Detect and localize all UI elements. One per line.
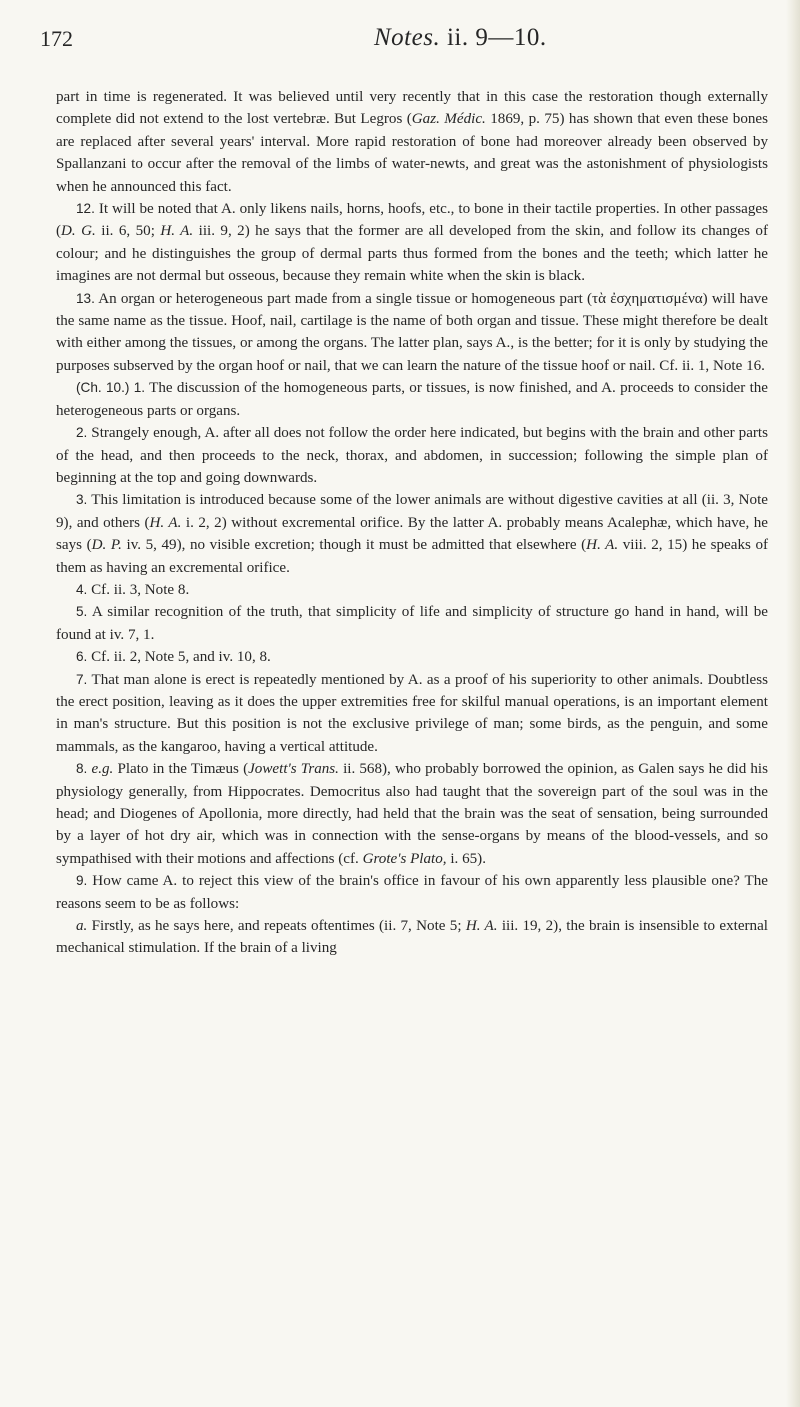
note-paragraph [56, 198, 768, 288]
page-edge-shadow [786, 0, 800, 1407]
page-header [40, 24, 780, 60]
running-head-reference: ii. 9—10. [440, 24, 547, 51]
note-paragraph [56, 870, 768, 915]
note-text: Plato in the Timæus ( [113, 761, 249, 778]
note-text: Cf. ii. 2, Note 5, and iv. 10, 8. [87, 649, 271, 666]
citation: H. A. [149, 514, 182, 531]
citation: e.g. [91, 761, 114, 778]
note-paragraph [56, 669, 768, 759]
note-text: How came A. to reject this view of the brain's office in favour of his own apparently less plausible one? The reasons seem to be as follows: [56, 873, 768, 912]
citation: Gaz. Médic. [411, 111, 486, 128]
note-text: iii. 9, 2) he says that the former are all developed from the skin, and follow its changes of colour; and he distinguishes the group of dermal parts thus formed from the bones and the teeth; which latter he imagines are not dermal but osseous, because they remain white when the skin is black. [56, 223, 768, 285]
note-text: It will be noted that A. only likens nails, horns, hoofs, etc., to bone in their tactile properties. In other passages ( [56, 201, 768, 240]
note-paragraph [56, 915, 768, 960]
note-number: 9. [76, 873, 88, 889]
note-number: 7. [76, 671, 88, 687]
note-text: 1869, p. 75) has shown that even these bones are replaced after several years' interval. More rapid restoration of bone had moreover already been observed by Spallanzani to occur after the removal of the limbs of water-newts, and great was the astonishment of physiologists when he announced this fact. [56, 111, 768, 195]
note-number: 5. [76, 604, 88, 620]
note-paragraph [56, 489, 768, 579]
citation: D. P. [91, 537, 122, 554]
running-head-title: Notes. [374, 24, 441, 51]
note-number: 8. [76, 761, 88, 777]
citation: H. A. [160, 223, 194, 240]
note-text: ii. 568), who probably borrowed the opinion, as Galen says he did his physiology generally, from Hippocrates. Democritus also had taught that the sovereign part of the soul was in the head; and Diogenes of Apollonia, more directly, had held that the brain was the seat of sensation, being surrounded by a layer of hot dry air, which was in connection with the sense-organs by means of the blood-vessels, and so sympathised with their motions and affections (cf. [56, 761, 769, 867]
note-paragraph [56, 288, 768, 378]
note-number: 4. [76, 581, 88, 597]
citation: H. A. [586, 537, 619, 554]
citation: Jowett's Trans. [248, 761, 339, 778]
note-text: Firstly, as he says here, and repeats oftentimes (ii. 7, Note 5; [87, 918, 466, 935]
notes-body [56, 86, 768, 960]
note-paragraph [56, 422, 768, 489]
note-paragraph [56, 646, 768, 668]
note-paragraph [56, 579, 768, 601]
note-paragraph [56, 86, 768, 198]
citation: H. A. [465, 918, 498, 935]
note-text: i. 65). [446, 850, 486, 867]
note-text: iv. 5, 49), no visible excretion; though it must be admitted that elsewhere ( [121, 537, 587, 554]
note-number: 6. [76, 649, 88, 665]
note-text: part in time is regenerated. It was believed until very recently that in this case the restoration though externally complete did not extend to the lost vertebræ. But Legros ( [56, 89, 768, 128]
note-text: That man alone is erect is repeatedly mentioned by A. as a proof of his superiority to other animals. Doubtless the erect position, leaving as it does the upper extremities free for skilful manual operations, is an important element in man's structure. But this position is not the exclusive privilege of man; some birds, as the penguin, and some mammals, as the kangaroo, having a vertical attitude. [56, 671, 768, 755]
note-number: 12. [76, 201, 95, 217]
note-text: A similar recognition of the truth, that simplicity of life and simplicity of structure go hand in hand, will be found at iv. 7, 1. [56, 604, 768, 643]
citation: D. G. [61, 223, 96, 240]
note-text: An organ or heterogeneous part made from a single tissue or homogeneous part (τὰ ἐσχηματισμένα) will have the same name as the tissue. Hoof, nail, cartilage is the name of both organ and tissue. These might therefore be dealt with either among the tissues, or among the organs. The latter plan, says A., is the better; for it is only by studying the purposes subserved by the organ hoof or nail, that we can learn the nature of the tissue hoof or nail. Cf. ii. 1, Note 16. [56, 290, 768, 374]
running-head [374, 24, 547, 52]
note-text: i. 2, 2) without excremental orifice. By the latter A. probably means Acalephæ, which have, he says ( [56, 514, 768, 554]
note-number: 3. [76, 492, 88, 508]
note-text: This limitation is introduced because some of the lower animals are without digestive cavities at all (ii. 3, Note 9), and others ( [56, 492, 768, 531]
chapter-note-number: (Ch. 10.) 1. [76, 380, 146, 396]
note-text: viii. 2, 15) he speaks of them as having an excremental orifice. [56, 537, 769, 576]
note-number: 13. [76, 290, 95, 306]
sub-point-letter: a. [76, 918, 88, 935]
note-text: ii. 6, 50; [95, 223, 161, 240]
note-paragraph [56, 758, 768, 870]
note-text: iii. 19, 2), the brain is insensible to external mechanical stimulation. If the brain of a living [56, 918, 768, 957]
note-paragraph [56, 377, 768, 422]
citation: Grote's Plato, [362, 850, 447, 867]
note-paragraph [56, 601, 768, 646]
note-number: 2. [76, 425, 88, 441]
note-text: Strangely enough, A. after all does not follow the order here indicated, but begins with the brain and other parts of the head, and then proceeds to the neck, thorax, and abdomen, in succession; following the simple plan of beginning at the top and going downwards. [56, 425, 768, 486]
page-number: 172 [40, 26, 73, 51]
note-text: Cf. ii. 3, Note 8. [87, 581, 190, 598]
note-text: The discussion of the homogeneous parts, or tissues, is now finished, and A. proceeds to consider the heterogeneous parts or organs. [56, 380, 769, 419]
